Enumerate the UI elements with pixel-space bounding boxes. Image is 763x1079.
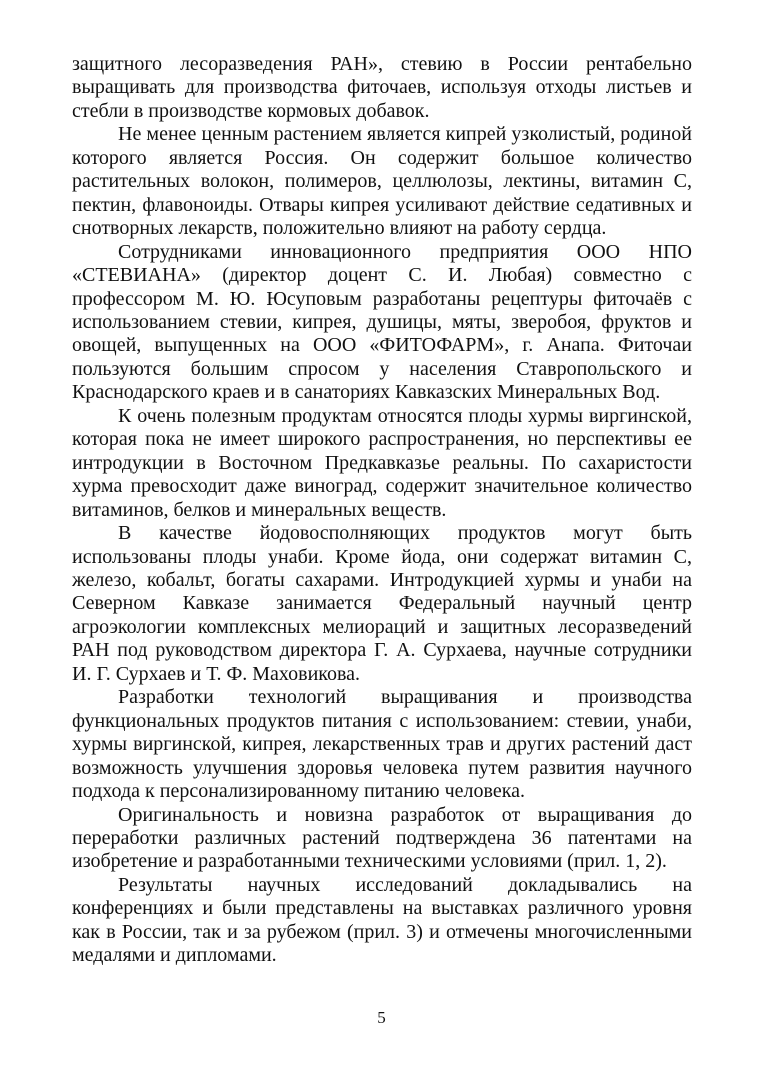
paragraph-6: Разработки технологий выращивания и производства функциональных продуктов питания с использованием: стевии, унаби, хурмы виргинской, кипрея, лекарственных трав и других растений даст возможность улучшения здоровья человека путем развития научного подхода к персонализированному питанию человека. xyxy=(72,686,692,803)
paragraph-4: К очень полезным продуктам относятся плоды хурмы виргинской, которая пока не имеет широкого распространения, но перспективы ее интродукции в Восточном Предкавказье реальны. По сахаристости хурма превосходит даже виноград, содержит значительное количество витаминов, белков и минеральных веществ. xyxy=(72,404,692,521)
page-number: 5 xyxy=(377,1008,386,1027)
body-text xyxy=(72,53,692,968)
paragraph-1: защитного лесоразведения РАН», стевию в России рентабельно выращивать для производства фиточаев, используя отходы листьев и стебли в производстве кормовых добавок. xyxy=(72,53,692,122)
paragraph-3: Сотрудниками инновационного предприятия ООО НПО «СТЕВИАНА» (директор доцент С. И. Любая) совместно с профессором М. Ю. Юсуповым разработаны рецептуры фиточаёв с использованием стевии, кипрея, душицы, мяты, зверобоя, фруктов и овощей, выпущенных на ООО «ФИТОФАРМ», г. Анапа. Фиточаи пользуются большим спросом у населения Ставропольского и Краснодарского краев и в санаториях Кавказских Минеральных Вод. xyxy=(72,240,692,404)
paragraph-2: Не менее ценным растением является кипрей узколистый, родиной которого является Россия. Он содержит большое количество растительных волокон, полимеров, целлюлозы, лектины, витамин С, пектин, флавоноиды. Отвары кипрея усиливают действие седативных и снотворных лекарств, положительно влияют на работу сердца. xyxy=(72,123,692,240)
paragraph-8: Результаты научных исследований докладывались на конференциях и были представлены на выставках различного уровня как в России, так и за рубежом (прил. 3) и отмечены многочисленными медалями и дипломами. xyxy=(72,873,692,967)
paragraph-5: В качестве йодовосполняющих продуктов могут быть использованы плоды унаби. Кроме йода, они содержат витамин С, железо, кобальт, богаты сахарами. Интродукцией хурмы и унаби на Северном Кавказе занимается Федеральный научный центр агроэкологии комплексных мелиораций и защитных лесоразведений РАН под руководством директора Г. А. Сурхаева, научные сотрудники И. Г. Сурхаев и Т. Ф. Маховикова. xyxy=(72,522,692,685)
paragraph-7: Оригинальность и новизна разработок от выращивания до переработки различных растений подтверждена 36 патентами на изобретение и разработанными техническими условиями (прил. 1, 2). xyxy=(72,803,692,873)
